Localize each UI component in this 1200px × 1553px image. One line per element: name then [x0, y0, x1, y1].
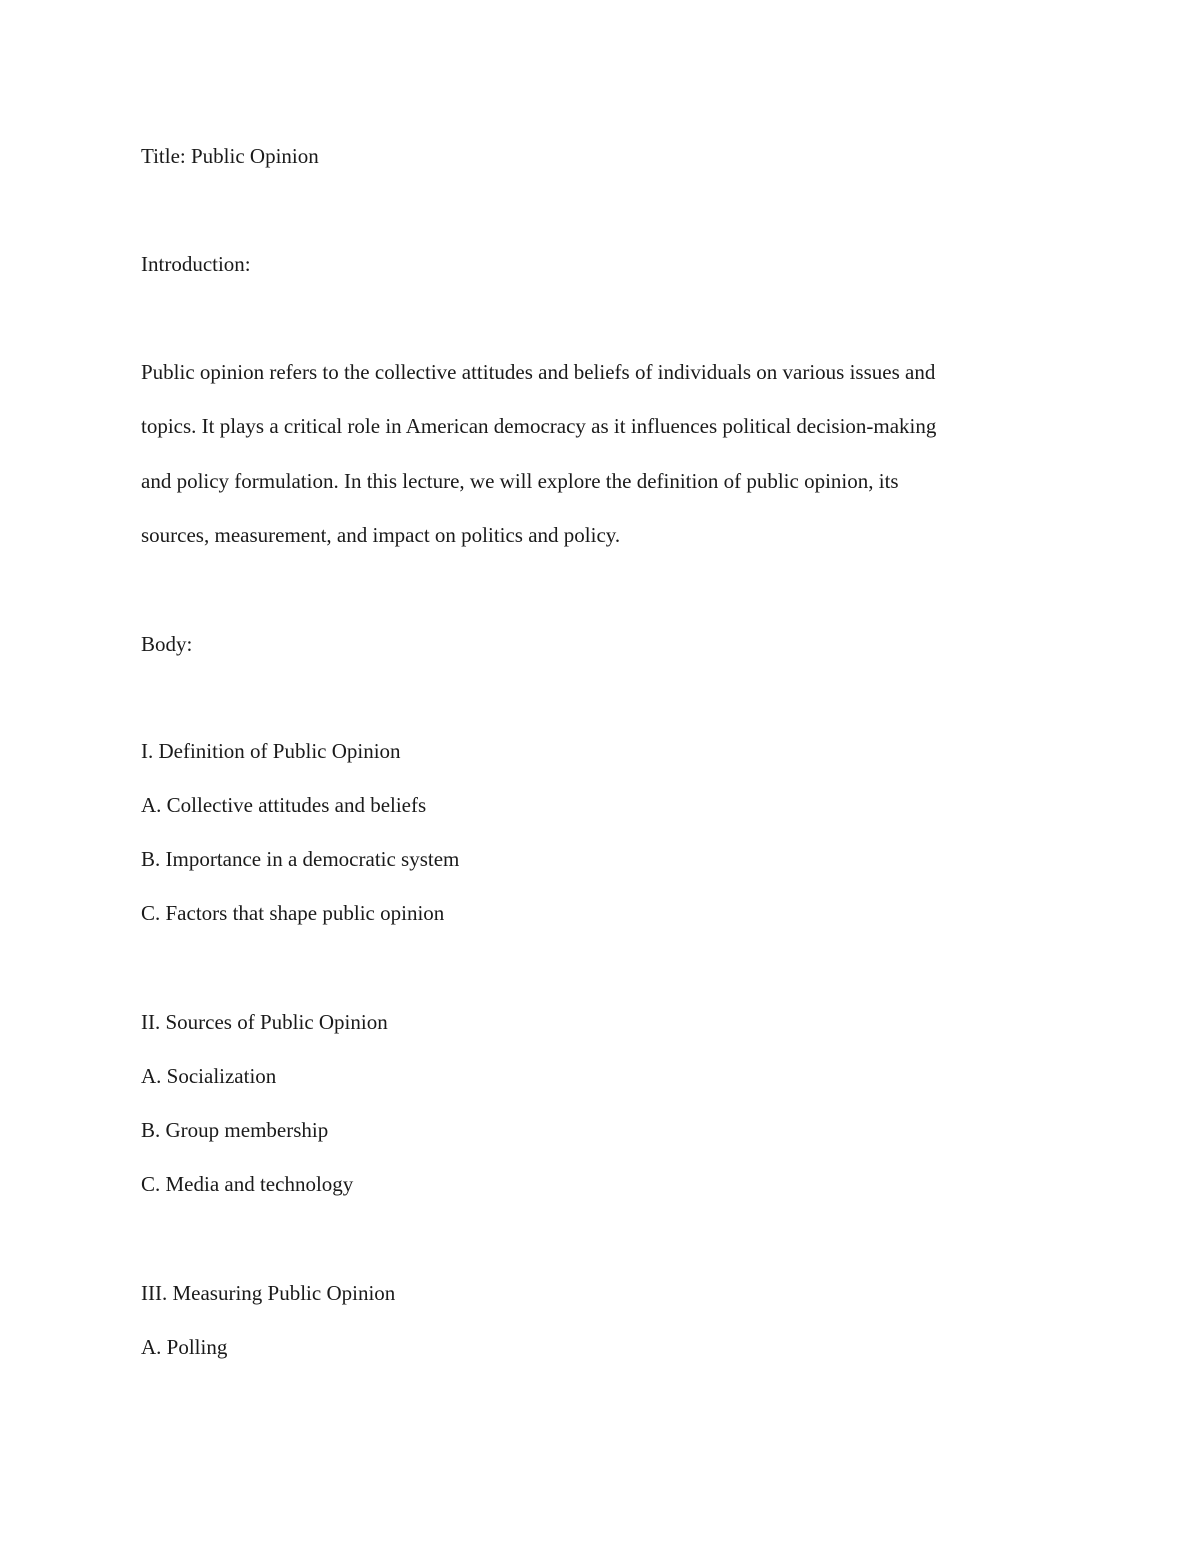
introduction-line: topics. It plays a critical role in American democracy as it influences political decision-making	[141, 414, 937, 439]
section-item: B. Group membership	[141, 1118, 329, 1142]
section-heading: I. Definition of Public Opinion	[141, 739, 401, 763]
introduction-line: sources, measurement, and impact on politics and policy.	[141, 522, 621, 547]
section-item: C. Factors that shape public opinion	[141, 901, 445, 925]
introduction-heading: Introduction:	[141, 252, 251, 276]
introduction-line: Public opinion refers to the collective attitudes and beliefs of individuals on various issues and	[141, 360, 936, 384]
section-item: A. Socialization	[141, 1064, 277, 1088]
introduction-line: and policy formulation. In this lecture, we will explore the definition of public opinion, its	[141, 468, 899, 493]
section-heading: II. Sources of Public Opinion	[141, 1010, 388, 1034]
body-heading: Body:	[141, 632, 193, 656]
section-item: C. Media and technology	[141, 1172, 354, 1196]
section-item: B. Importance in a democratic system	[141, 847, 460, 871]
introduction-paragraph	[141, 345, 1061, 562]
section-item: A. Collective attitudes and beliefs	[141, 793, 427, 817]
section-heading: III. Measuring Public Opinion	[141, 1281, 396, 1305]
section-item: A. Polling	[141, 1335, 228, 1359]
document-title: Title: Public Opinion	[141, 144, 319, 168]
